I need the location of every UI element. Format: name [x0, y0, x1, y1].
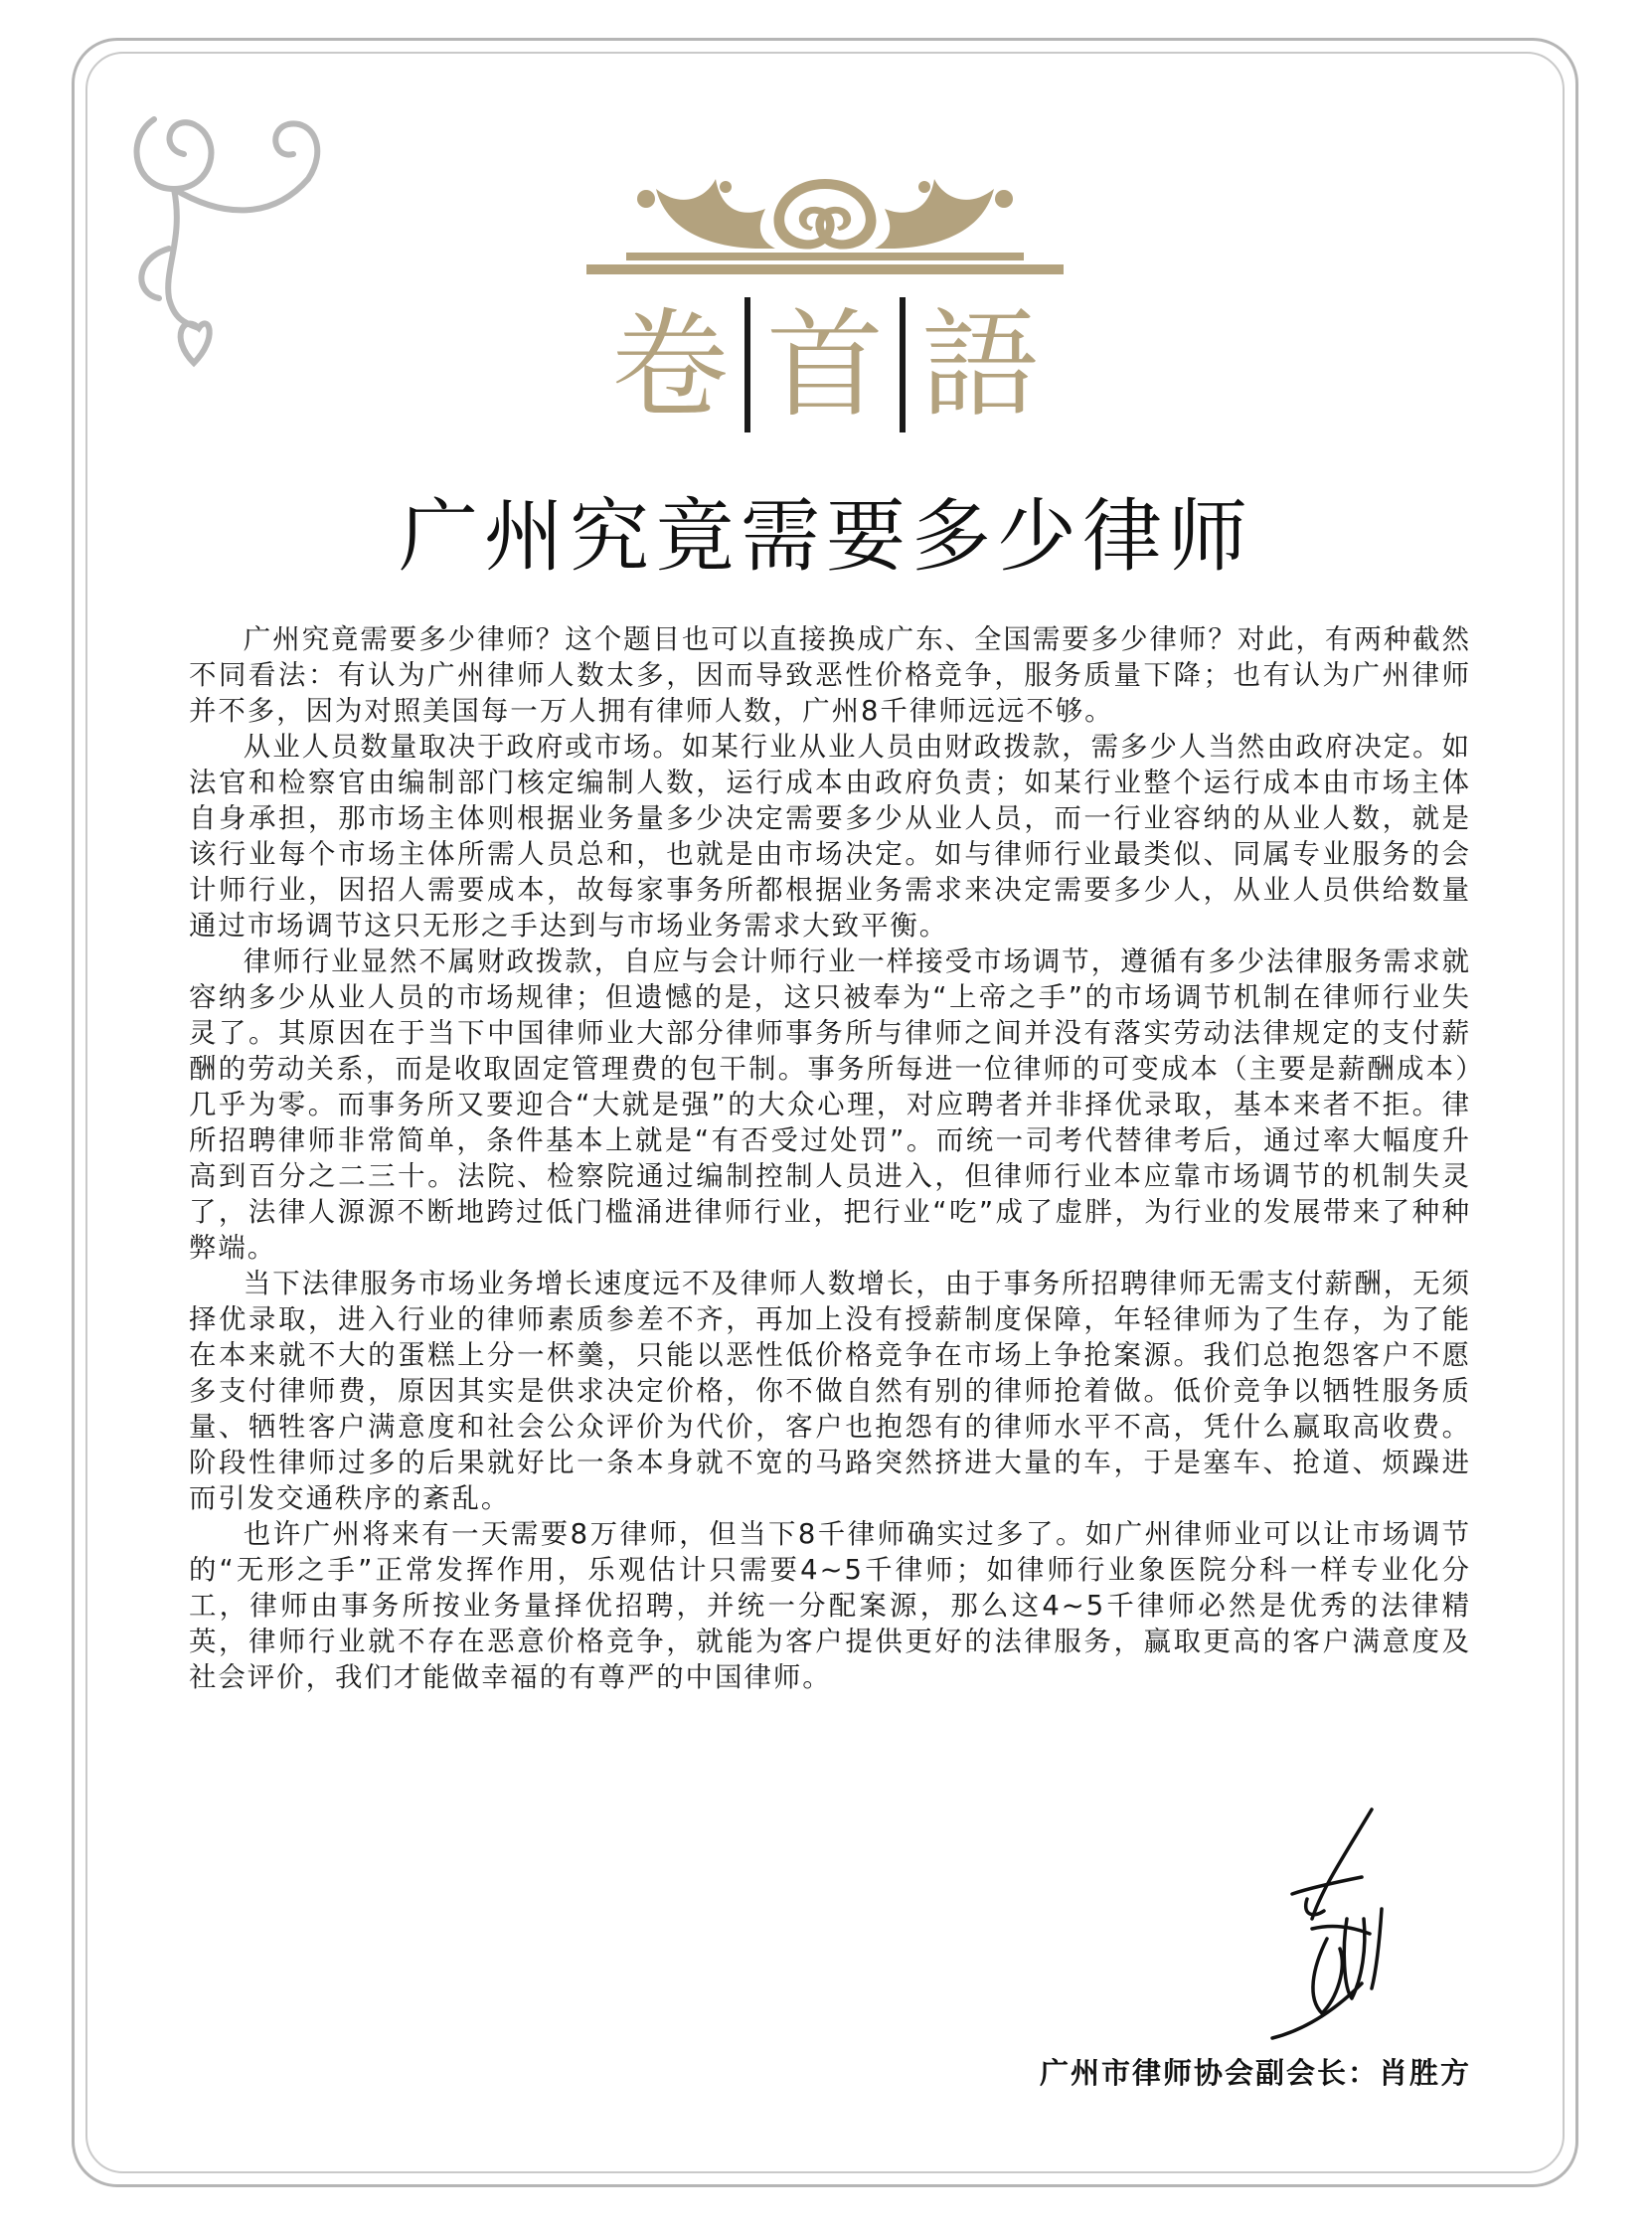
- swirl-heart-ornament: [114, 80, 333, 378]
- column-title-char-3: 語: [921, 296, 1040, 433]
- paragraph: 从业人员数量取决于政府或市场。如某行业从业人员由财政拨款，需多少人当然由政府决定。如法官和检察官由编制部门核定编制人数，运行成本由政府负责；如某行业整个运行成本由市场主体自身承担，那市场主体则根据业务量多少决定需要多少从业人员，而一行业容纳的从业人数，就是该行业每个市场主体所需人员总和，也就是由市场决定。如与律师行业最类似、同属专业服务的会计师行业，因招人需要成本，故每家事务所都根据业务需求来决定需要多少人，从业人员供给数量通过市场调节这只无形之手达到与市场业务需求大致平衡。: [189, 732, 1471, 942]
- paragraph: 律师行业显然不属财政拨款，自应与会计师行业一样接受市场调节，遵循有多少法律服务需求就容纳多少从业人员的市场规律；但遗憾的是，这只被奉为“上帝之手”的市场调节机制在律师行业失灵了。其原因在于当下中国律师业大部分律师事务所与律师之间并没有落实劳动法律规定的支付薪酬的劳动关系，而是收取固定管理费的包干制。事务所每进一位律师的可变成本（主要是薪酬成本）几乎为零。而事务所又要迎合“大就是强”的大众心理，对应聘者并非择优录取，基本来者不拒。律所招聘律师非常简单，条件基本上就是“有否受过处罚”。而统一司考代替律考后，通过率大幅度升高到百分之二三十。法院、检察院通过编制控制人员进入，但律师行业本应靠市场调节的机制失灵了，法律人源源不断地跨过低门槛涌进律师行业，把行业“吃”成了虚胖，为行业的发展带来了种种弊端。: [189, 946, 1471, 1264]
- column-title-char-2: 首: [765, 296, 884, 433]
- decorative-crest: [586, 169, 1064, 278]
- handwritten-signature: [1252, 1800, 1461, 2058]
- article-headline: 广州究竟需要多少律师: [399, 490, 1253, 583]
- article-body: [189, 622, 1471, 1696]
- column-title-char-1: 卷: [610, 296, 729, 433]
- paragraph: 广州究竟需要多少律师？这个题目也可以直接换成广东、全国需要多少律师？对此，有两种截然不同看法：有认为广州律师人数太多，因而导致恶性价格竞争，服务质量下降；也有认为广州律师并不多，因为对照美国每一万人拥有律师人数，广州8千律师远远不够。: [189, 624, 1471, 727]
- column-title: [577, 290, 1074, 439]
- paragraph: 也许广州将来有一天需要8万律师，但当下8千律师确实过多了。如广州律师业可以让市场调节的“无形之手”正常发挥作用，乐观估计只需要4~5千律师；如律师行业象医院分科一样专业化分工，律师由事务所按业务量择优招聘，并统一分配案源，那么这4~5千律师必然是优秀的法律精英，律师行业就不存在恶意价格竞争，就能为客户提供更好的法律服务，赢取更高的客户满意度及社会评价，我们才能做幸福的有尊严的中国律师。: [189, 1519, 1471, 1693]
- paragraph: 当下法律服务市场业务增长速度远不及律师人数增长，由于事务所招聘律师无需支付薪酬，无须择优录取，进入行业的律师素质参差不齐，再加上没有授薪制度保障，年轻律师为了生存，为了能在本来就不大的蛋糕上分一杯羹，只能以恶性低价格竞争在市场上争抢案源。我们总抱怨客户不愿多支付律师费，原因其实是供求决定价格，你不做自然有别的律师抢着做。低价竞争以牺牲服务质量、牺牲客户满意度和社会公众评价为代价，客户也抱怨有的律师水平不高，凭什么赢取高收费。阶段性律师过多的后果就好比一条本身就不宽的马路突然挤进大量的车，于是塞车、抢道、烦躁进而引发交通秩序的紊乱。: [189, 1269, 1471, 1514]
- author-byline: 广州市律师协会副会长：肖胜方: [1039, 2056, 1471, 2090]
